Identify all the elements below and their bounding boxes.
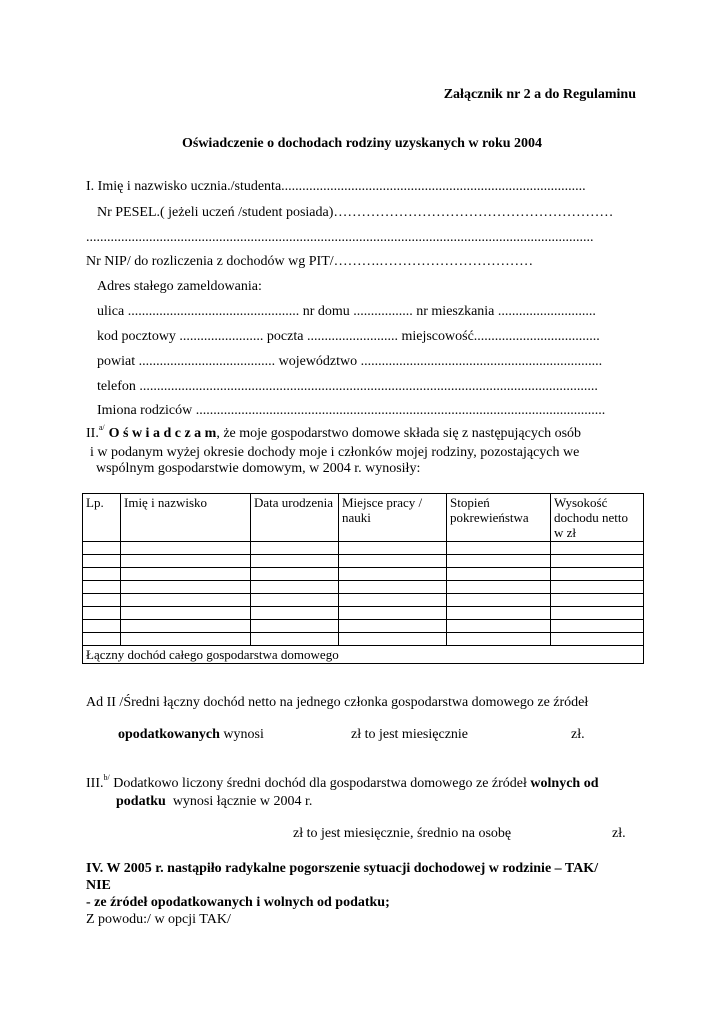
- section4-line1: IV. W 2005 r. nastąpiło radykalne pogorszenie sytuacji dochodowej w rodzinie – TAK/: [86, 861, 599, 876]
- table-cell[interactable]: [121, 581, 251, 594]
- table-cell[interactable]: [551, 620, 644, 633]
- section3-line1: [86, 773, 599, 792]
- section3-text2: wynosi łącznie w 2004 r.: [172, 794, 313, 809]
- table-row: [83, 542, 644, 555]
- header-name: Imię i nazwisko: [121, 494, 251, 542]
- ad2-line1: Ad II /Średni łączny dochód netto na jednego członka gospodarstwa domowego ze źródeł: [86, 695, 589, 710]
- table-cell[interactable]: [121, 555, 251, 568]
- section3-prefix: III.: [86, 776, 104, 791]
- ad2-mid: zł to jest miesięcznie: [351, 727, 469, 742]
- section2-line3: wspólnym gospodarstwie domowym, w 2004 r. wynosiły:: [96, 461, 421, 476]
- section2-line1: [86, 423, 582, 442]
- table-cell[interactable]: [447, 581, 551, 594]
- table-cell[interactable]: [251, 555, 339, 568]
- ad2-bold: opodatkowanych: [118, 727, 220, 742]
- table-cell[interactable]: [339, 581, 447, 594]
- table-cell[interactable]: [339, 620, 447, 633]
- section3-line3-end: zł.: [612, 826, 626, 841]
- footnote-b: b/: [103, 773, 110, 782]
- kod-line: kod pocztowy ........................ poczta .......................... miejscowość....................................: [97, 329, 600, 344]
- table-cell[interactable]: [251, 568, 339, 581]
- table-cell[interactable]: [551, 542, 644, 555]
- table-cell[interactable]: [251, 607, 339, 620]
- table-row: [83, 607, 644, 620]
- table-cell[interactable]: [83, 568, 121, 581]
- page-title: Oświadczenie o dochodach rodziny uzyskanych w roku 2004: [181, 136, 543, 151]
- table-cell[interactable]: [251, 594, 339, 607]
- section4-line3: - ze źródeł opodatkowanych i wolnych od podatku;: [86, 895, 390, 910]
- table-cell[interactable]: [121, 594, 251, 607]
- table-cell[interactable]: [121, 620, 251, 633]
- table-cell[interactable]: [447, 568, 551, 581]
- table-cell[interactable]: [83, 555, 121, 568]
- table-cell[interactable]: [83, 607, 121, 620]
- header-workplace: Miejsce pracy / nauki: [339, 494, 447, 542]
- table-cell[interactable]: [551, 568, 644, 581]
- section3-bold: wolnych od: [530, 776, 599, 791]
- table-cell[interactable]: [551, 555, 644, 568]
- table-row: [83, 555, 644, 568]
- ad2-line2-start: [118, 727, 264, 743]
- table-cell[interactable]: [121, 542, 251, 555]
- rodzice-line: Imiona rodziców .....................................................................................................................: [97, 403, 606, 418]
- pesel-line: Nr PESEL.( jeżeli uczeń /student posiada)……………………………………………………: [97, 205, 614, 220]
- section3-line2: [116, 794, 312, 810]
- header-lp: Lp.: [83, 494, 121, 542]
- table-cell[interactable]: [251, 633, 339, 646]
- table-cell[interactable]: [551, 594, 644, 607]
- powiat-line: powiat ....................................... województwo .....................................................................: [97, 354, 603, 369]
- table-cell[interactable]: [339, 542, 447, 555]
- footnote-a: a/: [98, 423, 105, 432]
- header-relation: Stopień pokrewieństwa: [447, 494, 551, 542]
- table-cell[interactable]: [339, 568, 447, 581]
- table-cell[interactable]: [447, 542, 551, 555]
- table-row: [83, 581, 644, 594]
- table-cell[interactable]: [447, 594, 551, 607]
- nip-line: Nr NIP/ do rozliczenia z dochodów wg PIT/……….……………………………: [86, 254, 534, 269]
- table-header-row: [83, 494, 644, 542]
- table-cell[interactable]: [339, 555, 447, 568]
- income-table: [82, 493, 644, 664]
- table-cell[interactable]: [83, 594, 121, 607]
- header-birthdate: Data urodzenia: [251, 494, 339, 542]
- table-row: [83, 594, 644, 607]
- table-row: [83, 620, 644, 633]
- table-cell[interactable]: [339, 607, 447, 620]
- table-cell[interactable]: [83, 581, 121, 594]
- table-cell[interactable]: [551, 607, 644, 620]
- section2-line1-rest: , że moje gospodarstwo domowe składa się z następujących osób: [216, 426, 582, 441]
- table-cell[interactable]: [121, 568, 251, 581]
- table-row: [83, 568, 644, 581]
- table-cell[interactable]: [447, 607, 551, 620]
- address-header: Adres stałego zameldowania:: [97, 279, 262, 294]
- table-cell[interactable]: [83, 633, 121, 646]
- section3-text: Dodatkowo liczony średni dochód dla gospodarstwa domowego ze źródeł: [113, 776, 527, 791]
- table-cell[interactable]: [83, 542, 121, 555]
- total-label: Łączny dochód całego gospodarstwa domowego: [83, 646, 644, 664]
- table-cell[interactable]: [551, 581, 644, 594]
- ad2-wynosi: wynosi: [223, 727, 264, 742]
- name-line: I. Imię i nazwisko ucznia./studenta.......................................................................................: [86, 179, 586, 194]
- table-cell[interactable]: [121, 633, 251, 646]
- table-cell[interactable]: [251, 581, 339, 594]
- ulica-line: ulica ................................................. nr domu ................. nr mieszkania ............................: [97, 304, 596, 319]
- section4-line4: Z powodu:/ w opcji TAK/: [86, 912, 231, 927]
- section2-prefix: II.: [86, 426, 99, 441]
- section2-line2: i w podanym wyżej okresie dochody moje i członków mojej rodziny, pozostających we: [90, 445, 580, 460]
- table-cell[interactable]: [447, 620, 551, 633]
- table-cell[interactable]: [447, 555, 551, 568]
- table-cell[interactable]: [251, 542, 339, 555]
- annex-label: Załącznik nr 2 a do Regulaminu: [443, 87, 636, 102]
- telefon-line: telefon ...................................................................................................................................: [97, 379, 598, 394]
- table-cell[interactable]: [447, 633, 551, 646]
- table-total-row: [83, 646, 644, 664]
- table-cell[interactable]: [251, 620, 339, 633]
- table-cell[interactable]: [339, 594, 447, 607]
- dots-line: .................................................................................................................................................: [86, 230, 594, 245]
- table-cell[interactable]: [339, 633, 447, 646]
- ad2-end: zł.: [571, 727, 585, 742]
- section3-line3-mid: zł to jest miesięcznie, średnio na osobę: [293, 826, 512, 841]
- table-cell[interactable]: [551, 633, 644, 646]
- declare-word: O ś w i a d c z a m: [108, 426, 217, 441]
- table-cell[interactable]: [121, 607, 251, 620]
- section4-line2: NIE: [86, 878, 111, 893]
- table-row: [83, 633, 644, 646]
- section3-bold2: podatku: [116, 794, 166, 809]
- table-cell[interactable]: [83, 620, 121, 633]
- header-income: Wysokość dochodu netto w zł: [551, 494, 644, 542]
